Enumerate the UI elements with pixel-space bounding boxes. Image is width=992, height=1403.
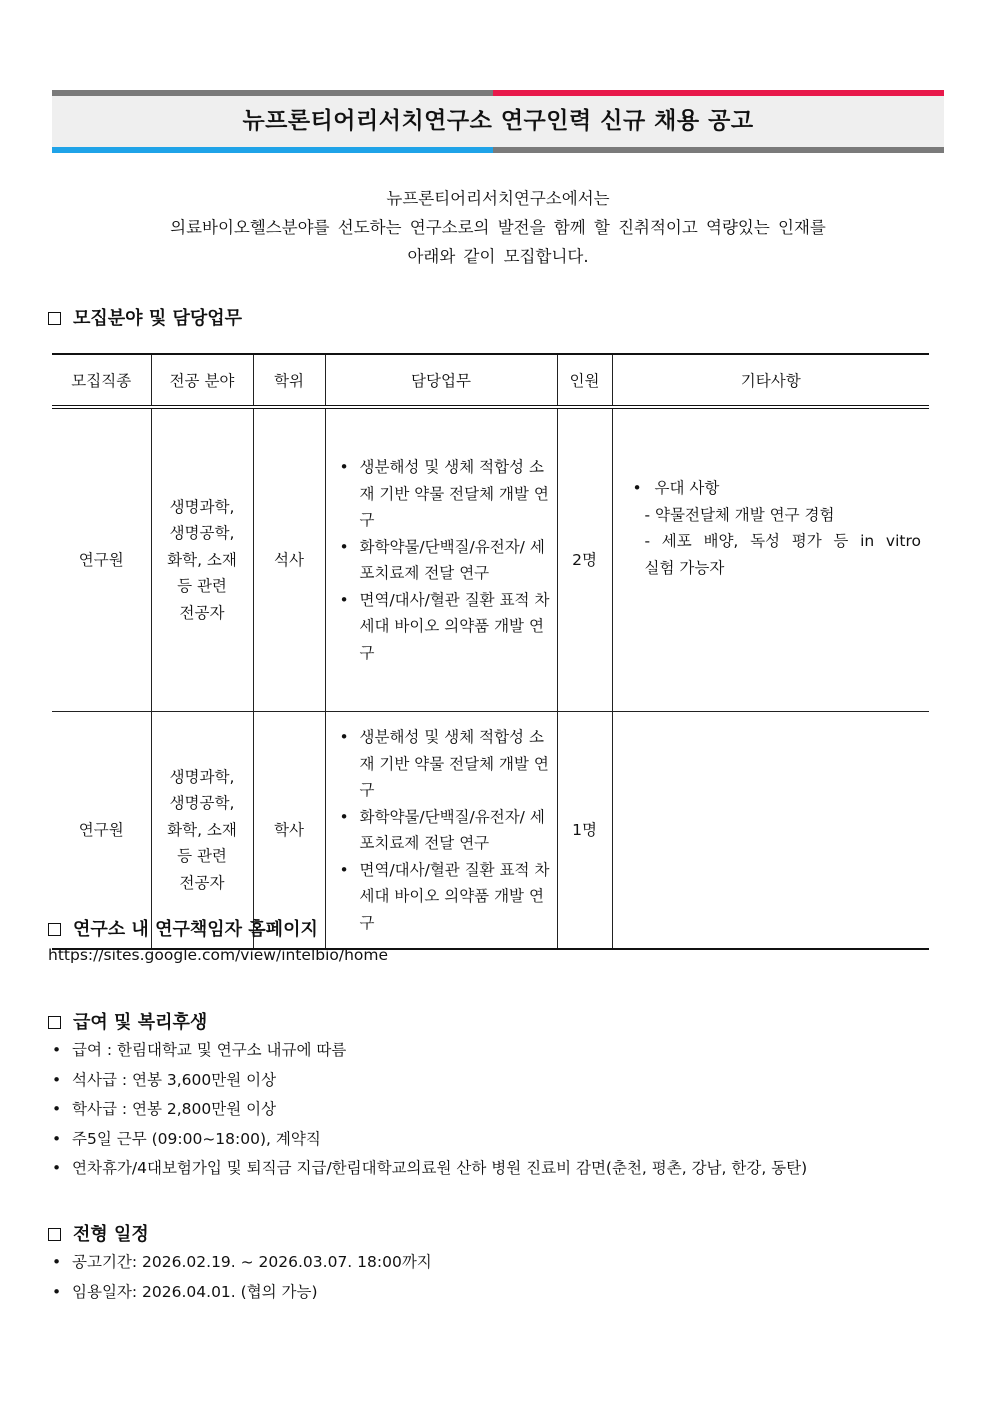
checkbox-square-icon	[48, 1228, 61, 1241]
list-item: • 연차휴가/4대보험가입 및 퇴직금 지급/한림대학교의료원 산하 병원 진료비 감면(춘천, 평촌, 강남, 한강, 동탄)	[50, 1154, 807, 1184]
cell-count: 1명	[557, 712, 612, 950]
header-degree: 학위	[253, 354, 325, 407]
list-item: • 석사급 : 연봉 3,600만원 이상	[50, 1066, 807, 1096]
recruit-table	[52, 353, 929, 950]
cell-major: 생명과학, 생명공학, 화학, 소재 등 관련 전공자	[151, 407, 253, 712]
cell-major: 생명과학, 생명공학, 화학, 소재 등 관련 전공자	[151, 712, 253, 950]
duty-item: • 생분해성 및 생체 적합성 소재 기반 약물 전달체 개발 연구	[340, 724, 557, 804]
cell-position: 연구원	[52, 712, 151, 950]
duty-item: • 면역/대사/혈관 질환 표적 차세대 바이오 의약품 개발 연구	[340, 857, 557, 937]
intro-line: 의료바이오헬스분야를 선도하는 연구소로의 발전을 함께 할 진취적이고 역량있는 인재를	[170, 218, 826, 237]
intro-line: 뉴프론티어리서치연구소에서는	[386, 189, 610, 208]
list-item: • 학사급 : 연봉 2,800만원 이상	[50, 1095, 807, 1125]
header-position: 모집직종	[52, 354, 151, 407]
schedule-list	[50, 1248, 432, 1307]
remarks-item: - 약물전달체 개발 연구 경험	[644, 505, 835, 524]
cell-degree: 학사	[253, 712, 325, 950]
cell-remarks	[612, 712, 929, 950]
cell-remarks	[612, 407, 929, 712]
cell-degree: 석사	[253, 407, 325, 712]
cell-duties	[325, 712, 557, 950]
section-heading-salary: 급여 및 복리후생	[48, 1008, 207, 1034]
list-item: • 임용일자: 2026.04.01. (협의 가능)	[50, 1278, 432, 1308]
duty-item: • 면역/대사/혈관 질환 표적 차세대 바이오 의약품 개발 연구	[340, 587, 557, 667]
intro-line: 아래와 같이 모집합니다.	[407, 247, 589, 266]
title-banner	[52, 90, 944, 153]
cell-count: 2명	[557, 407, 612, 712]
checkbox-square-icon	[48, 1016, 61, 1029]
table-row	[52, 407, 929, 712]
header-count: 인원	[557, 354, 612, 407]
duty-item: • 생분해성 및 생체 적합성 소재 기반 약물 전달체 개발 연구	[340, 454, 557, 534]
header-major: 전공 분야	[151, 354, 253, 407]
page-title: 뉴프론티어리서치연구소 연구인력 신규 채용 공고	[242, 108, 754, 134]
header-remarks: 기타사항	[612, 354, 929, 407]
list-item: • 급여 : 한림대학교 및 연구소 내규에 따름	[50, 1036, 807, 1066]
remarks-item: 실험 가능자	[644, 558, 725, 577]
duty-item: • 화학약물/단백질/유전자/ 세포치료제 전달 연구	[340, 534, 557, 587]
table-header-row	[52, 354, 929, 407]
salary-list	[50, 1036, 807, 1184]
section-heading-schedule: 전형 일정	[48, 1220, 149, 1246]
duty-item: • 화학약물/단백질/유전자/ 세포치료제 전달 연구	[340, 804, 557, 857]
cell-duties	[325, 407, 557, 712]
section-heading-recruit: 모집분야 및 담당업무	[48, 304, 242, 330]
header-duties: 담당업무	[325, 354, 557, 407]
checkbox-square-icon	[48, 312, 61, 325]
checkbox-square-icon	[48, 923, 61, 936]
section-heading-homepage: 연구소 내 연구책임자 홈페이지	[48, 915, 318, 941]
cell-position: 연구원	[52, 407, 151, 712]
remarks-heading: • 우대 사항	[633, 475, 922, 502]
remarks-item: - 세포 배양, 독성 평가 등 in vitro	[644, 532, 921, 550]
intro-text	[52, 184, 944, 271]
table-row	[52, 712, 929, 950]
list-item: • 공고기간: 2026.02.19. ~ 2026.03.07. 18:00까지	[50, 1248, 432, 1278]
list-item: • 주5일 근무 (09:00~18:00), 계약직	[50, 1125, 807, 1155]
homepage-link[interactable]: https://sites.google.com/view/intelbio/home	[48, 946, 389, 964]
title-bottom-bar	[52, 147, 944, 153]
